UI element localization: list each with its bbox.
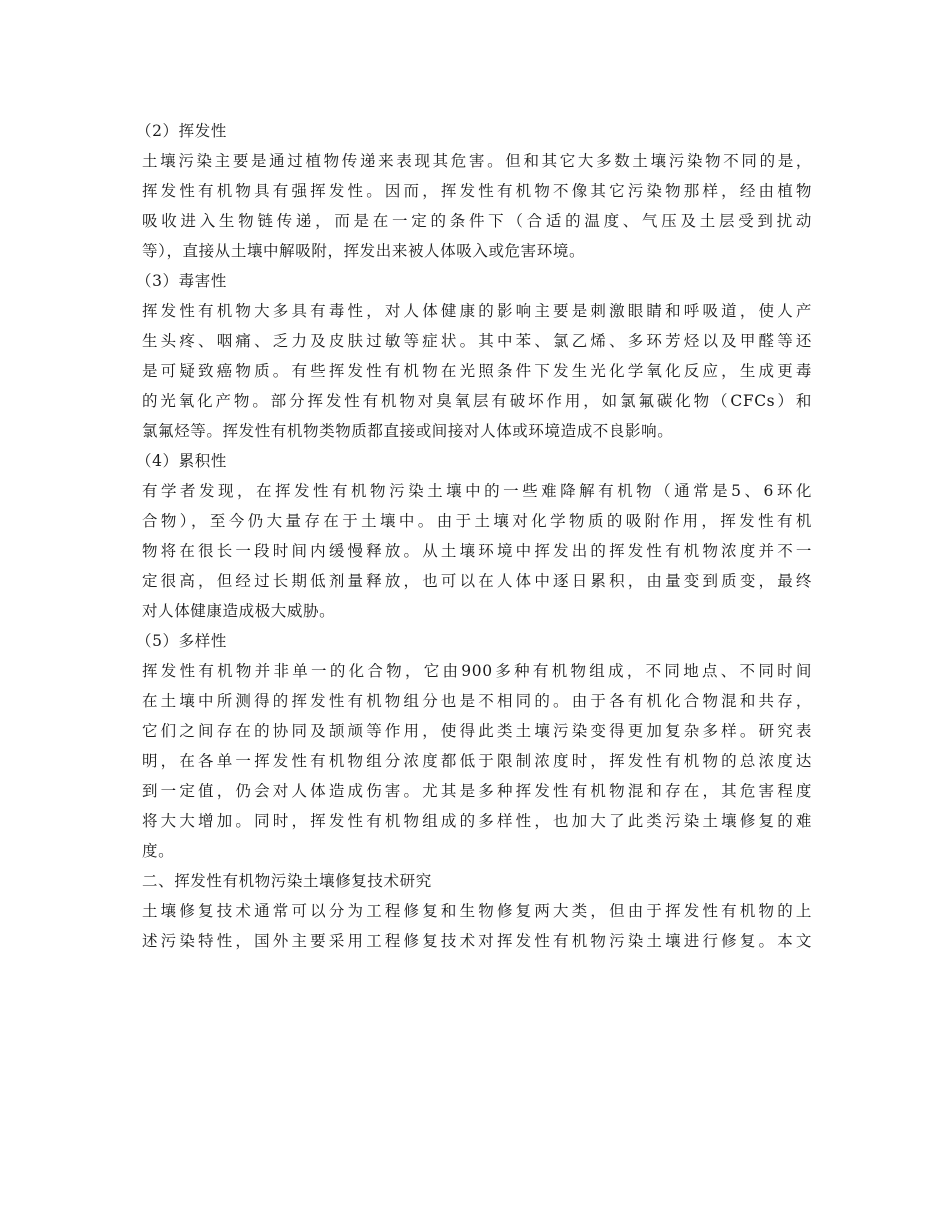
paragraph-line: 在土壤中所测得的挥发性有机物组分也是不相同的。由于各有机化合物混和共存，: [142, 692, 812, 710]
paragraph-line: 有学者发现，在挥发性有机物污染土壤中的一些难降解有机物（通常是5、6环化: [142, 482, 812, 500]
paragraph-line: 土壤修复技术通常可以分为工程修复和生物修复两大类，但由于挥发性有机物的上: [142, 902, 812, 920]
paragraph-line: 等），直接从土壤中解吸附，挥发出来被人体吸入或危害环境。: [142, 242, 586, 260]
paragraph-line: 土壤污染主要是通过植物传递来表现其危害。但和其它大多数土壤污染物不同的是，: [142, 152, 812, 170]
paragraph-line: 吸收进入生物链传递，而是在一定的条件下（合适的温度、气压及土层受到扰动: [142, 212, 812, 230]
section-heading-toxicity: （3）毒害性: [136, 272, 227, 290]
paragraph-line: 对人体健康造成极大威胁。: [142, 602, 336, 620]
section-heading-remediation: 二、挥发性有机物污染土壤修复技术研究: [142, 872, 432, 890]
paragraph-line: 到一定值，仍会对人体造成伤害。尤其是多种挥发性有机物混和存在，其危害程度: [142, 782, 812, 800]
paragraph-line: 的光氧化产物。部分挥发性有机物对臭氧层有破坏作用，如氯氟碳化物（CFCs）和: [142, 392, 812, 410]
section-heading-accumulation: （4）累积性: [136, 452, 227, 470]
paragraph-line: 明，在各单一挥发性有机物组分浓度都低于限制浓度时，挥发性有机物的总浓度达: [142, 752, 812, 770]
paragraph-line: 氯氟烃等。挥发性有机物类物质都直接或间接对人体或环境造成不良影响。: [142, 422, 674, 440]
paragraph-line: 物将在很长一段时间内缓慢释放。从土壤环境中挥发出的挥发性有机物浓度并不一: [142, 542, 812, 560]
paragraph-line: 它们之间存在的协同及颉颃等作用，使得此类土壤污染变得更加复杂多样。研究表: [142, 722, 812, 740]
paragraph-line: 挥发性有机物并非单一的化合物，它由900多种有机物组成，不同地点、不同时间: [142, 662, 812, 680]
paragraph-line: 生头疼、咽痛、乏力及皮肤过敏等症状。其中苯、氯乙烯、多环芳烃以及甲醛等还: [142, 332, 812, 350]
paragraph-line: 定很高，但经过长期低剂量释放，也可以在人体中逐日累积，由量变到质变，最终: [142, 572, 812, 590]
paragraph-line: 挥发性有机物大多具有毒性，对人体健康的影响主要是刺激眼睛和呼吸道，使人产: [142, 302, 812, 320]
paragraph-line: 挥发性有机物具有强挥发性。因而，挥发性有机物不像其它污染物那样，经由植物: [142, 182, 812, 200]
paragraph-line: 度。: [142, 842, 175, 860]
section-heading-diversity: （5）多样性: [136, 632, 227, 650]
paragraph-line: 是可疑致癌物质。有些挥发性有机物在光照条件下发生光化学氧化反应，生成更毒: [142, 362, 812, 380]
paragraph-line: 将大大增加。同时，挥发性有机物组成的多样性，也加大了此类污染土壤修复的难: [142, 812, 812, 830]
section-heading-volatility: （2）挥发性: [136, 122, 227, 140]
paragraph-line: 述污染特性，国外主要采用工程修复技术对挥发性有机物污染土壤进行修复。本文: [142, 932, 812, 950]
paragraph-line: 合物），至今仍大量存在于土壤中。由于土壤对化学物质的吸附作用，挥发性有机: [142, 512, 812, 530]
document-body: [136, 116, 812, 956]
